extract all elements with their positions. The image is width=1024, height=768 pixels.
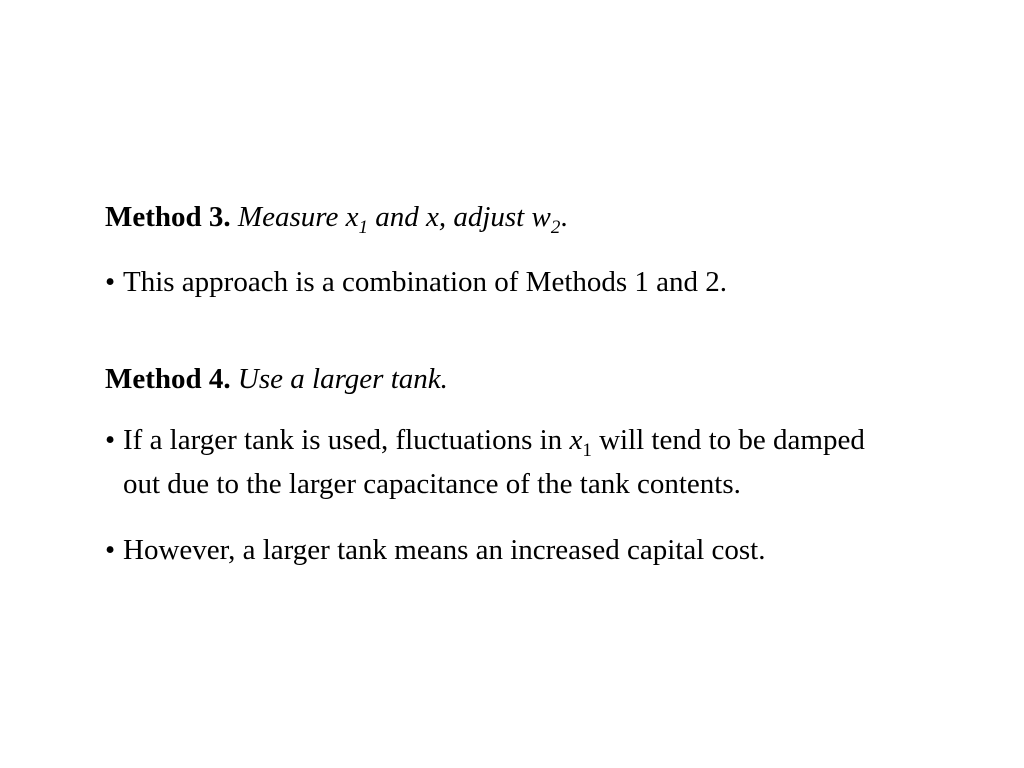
method-4-title: Use a larger tank. <box>237 363 448 395</box>
method-3-title-part-a: Measure x <box>237 201 359 233</box>
bullet-symbol: • <box>105 266 116 298</box>
method-3-subscript-1: 1 <box>358 217 368 238</box>
bullet-1-subscript: 1 <box>582 440 592 461</box>
bullet-symbol: • <box>105 424 116 456</box>
method-3-heading <box>105 200 568 238</box>
method-4-bullet-1-text <box>123 418 865 506</box>
method-3-bullet <box>105 260 727 304</box>
method-3-title <box>237 201 561 238</box>
method-3-title-part-b: and x, adjust w <box>367 201 551 233</box>
method-3-label: Method 3. <box>105 201 231 233</box>
bullet-1-line-2: out due to the larger capacitance of the tank contents. <box>123 468 741 500</box>
method-3-bullet-text: This approach is a combination of Methods 1 and 2. <box>123 266 728 298</box>
method-3-subscript-2: 2 <box>550 217 561 238</box>
method-4-label: Method 4. <box>105 363 231 395</box>
bullet-1-line-1-part-a: If a larger tank is used, fluctuations in <box>123 424 570 456</box>
method-4-bullet-2 <box>105 528 765 572</box>
method-4-bullet-2-text: However, a larger tank means an increased capital cost. <box>123 534 766 566</box>
method-4-heading <box>105 362 448 396</box>
bullet-1-line-1-part-b: will tend to be damped <box>591 424 865 456</box>
bullet-symbol: • <box>105 534 116 566</box>
method-3-title-period: . <box>560 201 568 233</box>
bullet-1-variable: x <box>569 424 583 456</box>
method-4-bullet-1 <box>105 418 865 506</box>
